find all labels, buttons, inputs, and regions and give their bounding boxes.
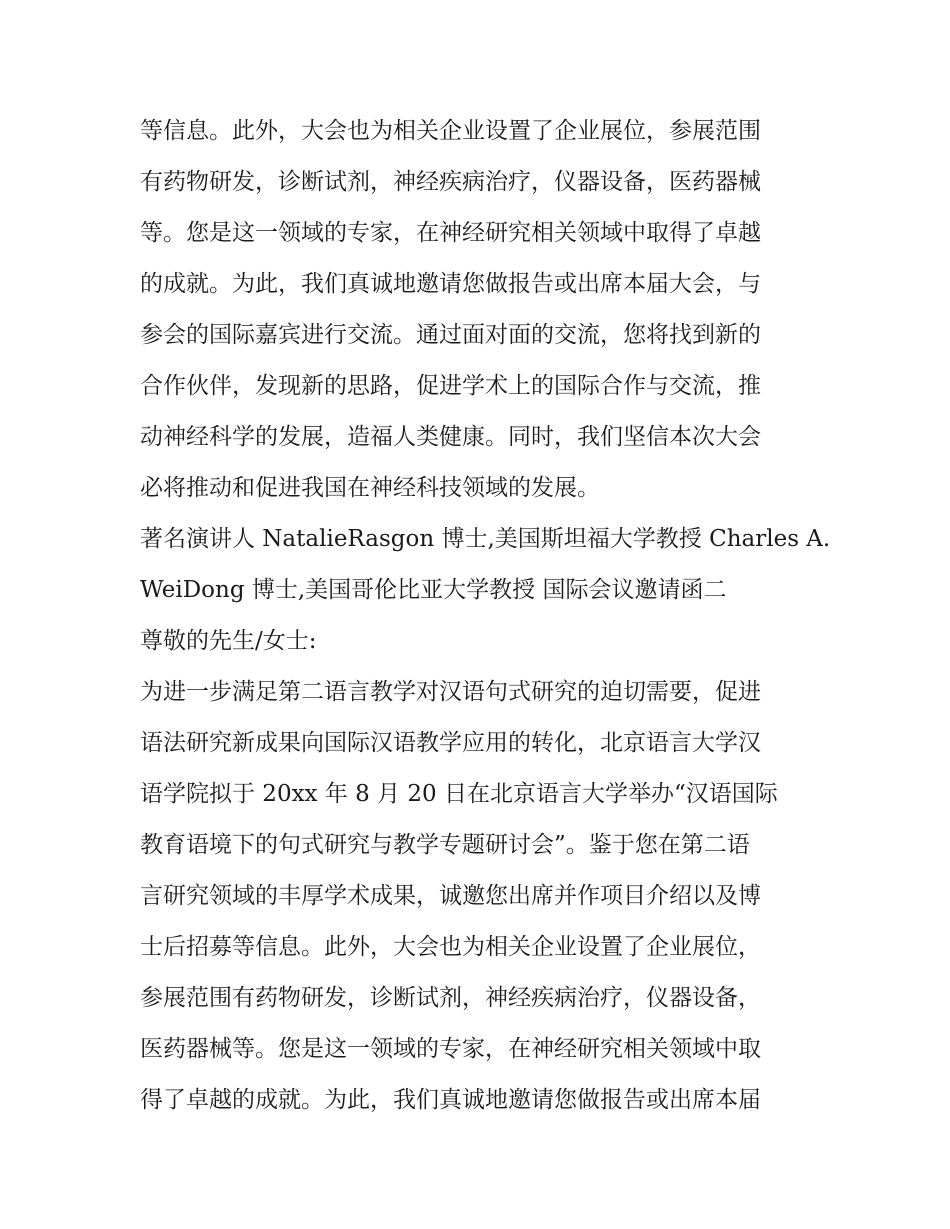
text-line: 教育语境下的句式研究与教学专题研讨会”。鉴于您在第二语 (140, 832, 750, 858)
text-line: 动神经科学的发展，造福人类健康。同时，我们坚信本次大会 (140, 424, 761, 450)
text-line: 有药物研发，诊断试剂，神经疾病治疗，仪器设备，医药器械 (140, 169, 761, 195)
text-line: 士后招募等信息。此外，大会也为相关企业设置了企业展位， (140, 934, 761, 960)
text-line: 言研究领域的丰厚学术成果，诚邀您出席并作项目介绍以及博 (140, 883, 761, 909)
text-line: 必将推动和促进我国在神经科技领域的发展。 (140, 475, 600, 501)
text-line: 的成就。为此，我们真诚地邀请您做报告或出席本届大会，与 (140, 271, 761, 297)
text-line: 合作伙伴，发现新的思路，促进学术上的国际合作与交流，推 (140, 373, 761, 399)
text-line: 医药器械等。您是这一领域的专家，在神经研究相关领域中取 (140, 1036, 761, 1062)
text-line: 等信息。此外，大会也为相关企业设置了企业展位，参展范围 (140, 118, 761, 144)
text-line: 语学院拟于 20xx 年 8 月 20 日在北京语言大学举办“汉语国际 (140, 781, 778, 807)
speakers-line: WeiDong 博士,美国哥伦比亚大学教授 国际会议邀请函二 (140, 577, 727, 603)
speakers-line: 著名演讲人 NatalieRasgon 博士,美国斯坦福大学教授 Charles A. (140, 526, 831, 552)
text-line: 等。您是这一领域的专家，在神经研究相关领域中取得了卓越 (140, 220, 761, 246)
text-line: 得了卓越的成就。为此，我们真诚地邀请您做报告或出席本届 (140, 1087, 761, 1113)
body-text (140, 106, 831, 1126)
text-line: 为进一步满足第二语言教学对汉语句式研究的迫切需要，促进 (140, 679, 761, 705)
text-line: 参会的国际嘉宾进行交流。通过面对面的交流，您将找到新的 (140, 322, 761, 348)
text-line: 参展范围有药物研发，诊断试剂，神经疾病治疗，仪器设备， (140, 985, 761, 1011)
text-line: 语法研究新成果向国际汉语教学应用的转化，北京语言大学汉 (140, 730, 761, 756)
salutation: 尊敬的先生/女士: (140, 628, 317, 654)
